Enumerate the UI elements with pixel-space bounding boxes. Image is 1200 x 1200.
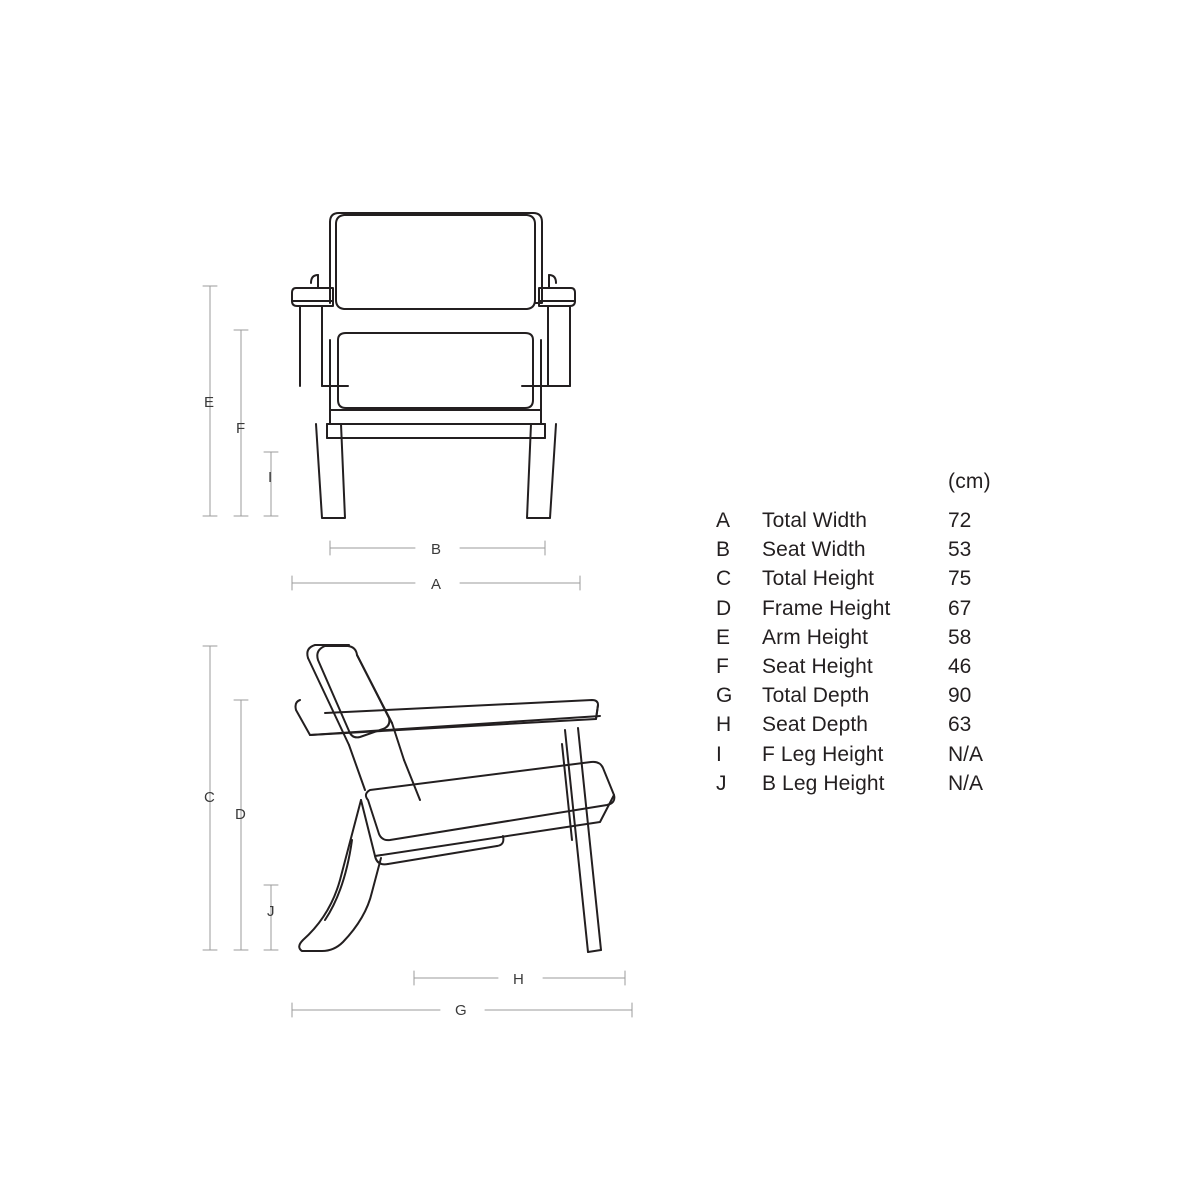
unit-label: (cm) [948, 470, 991, 493]
spec-key: J [716, 771, 727, 795]
spec-label: Seat Height [762, 654, 873, 678]
spec-key: C [716, 567, 732, 591]
table-row [716, 652, 1016, 681]
table-row [716, 506, 1016, 535]
table-row [716, 710, 1016, 739]
spec-label: Total Width [762, 509, 867, 532]
spec-row-list [716, 506, 1016, 798]
table-row [716, 623, 1016, 652]
spec-value: 58 [948, 625, 972, 649]
table-row [716, 564, 1016, 593]
spec-label: Seat Depth [762, 713, 869, 737]
spec-value: 46 [948, 654, 972, 678]
front-view-chair [292, 213, 575, 518]
spec-key: B [716, 538, 731, 562]
front-dim-label-B: B [431, 541, 442, 558]
side-dim-label-G: G [455, 1002, 467, 1019]
spec-label: Total Height [762, 567, 875, 591]
spec-value: 67 [948, 596, 972, 620]
spec-key: A [716, 509, 731, 532]
side-dim-label-H: H [513, 971, 525, 988]
spec-label: Seat Width [762, 538, 866, 562]
table-row [716, 681, 1016, 710]
spec-value: N/A [948, 742, 984, 766]
spec-key: F [716, 654, 729, 678]
table-row [716, 769, 1016, 798]
side-dim-label-C: C [204, 789, 216, 806]
front-dim-label-F: F [236, 420, 246, 437]
spec-value: 72 [948, 509, 972, 532]
spec-value: N/A [948, 771, 984, 795]
spec-value: 90 [948, 684, 972, 708]
table-row [716, 594, 1016, 623]
front-dim-label-I: I [268, 469, 273, 486]
spec-value: 75 [948, 567, 972, 591]
spec-key: D [716, 596, 732, 620]
spec-key: H [716, 713, 732, 737]
front-dim-label-A: A [431, 576, 442, 593]
spec-label: B Leg Height [762, 771, 885, 795]
spec-value: 63 [948, 713, 972, 737]
spec-key: G [716, 684, 733, 708]
spec-key: E [716, 625, 731, 649]
side-dim-label-J: J [267, 903, 275, 920]
spec-key: I [716, 742, 722, 766]
table-row [716, 535, 1016, 564]
spec-label: Frame Height [762, 596, 891, 620]
spec-label: F Leg Height [762, 742, 884, 766]
spec-label: Arm Height [762, 625, 869, 649]
spec-value: 53 [948, 538, 972, 562]
side-view-chair [296, 645, 615, 952]
front-dim-label-E: E [204, 394, 215, 411]
table-row [716, 740, 1016, 769]
side-dim-label-D: D [235, 806, 247, 823]
spec-label: Total Depth [762, 684, 870, 708]
